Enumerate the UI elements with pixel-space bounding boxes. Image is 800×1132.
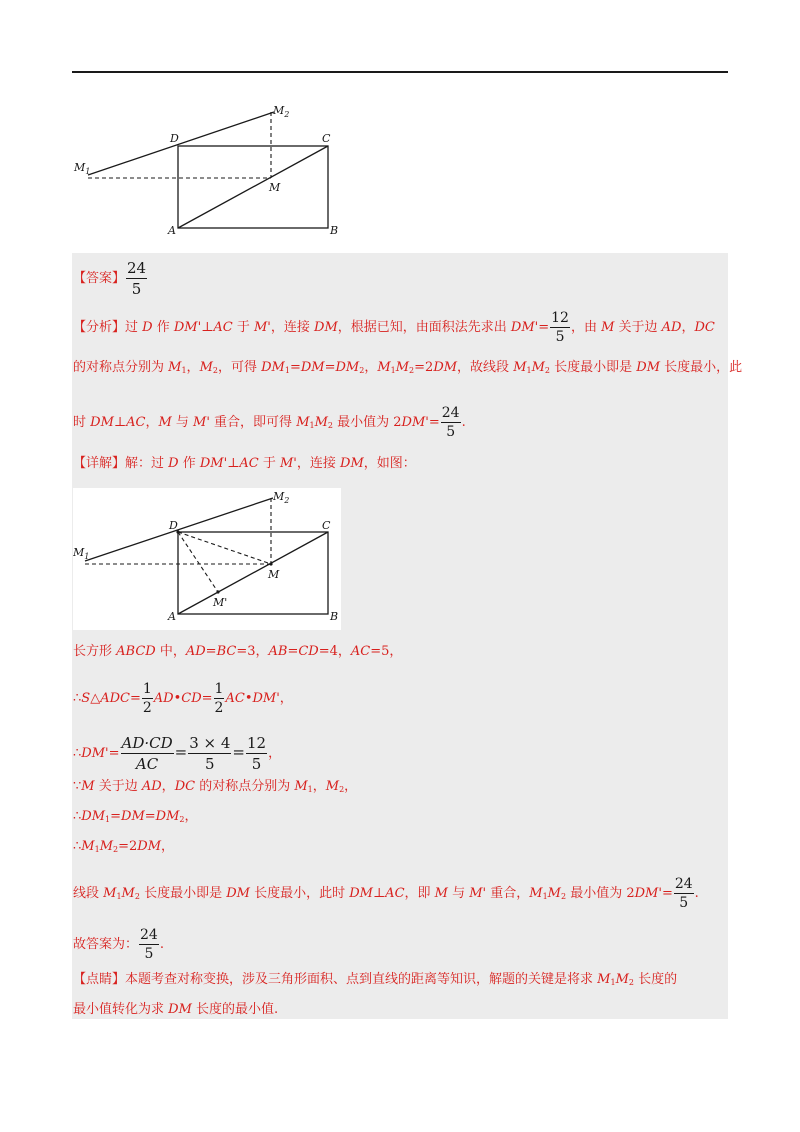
dashed-d-m (178, 532, 271, 564)
analysis-line-2: 的对称点分别为 $M_1$，$M_2$，可得 $DM_1=DM=DM_2$，$M_1M_2=2DM$，故线段 $M_1M_2$ 长度最小即是 DM 长度最小，此 (73, 360, 743, 375)
segment-m1-m2-2 (85, 498, 273, 561)
segment-m1-m2 (88, 112, 274, 175)
geometry-figure-2 (73, 488, 341, 630)
fraction-half-1: $\frac{1}{2}$ (142, 681, 152, 716)
answer-fraction: $\frac{24}{5}$ (127, 259, 147, 298)
fraction-half-2: $\frac{1}{2}$ (214, 681, 224, 716)
point-mprime (216, 590, 219, 593)
label-a-2: A (168, 610, 176, 623)
label-m1-2: $M_1$ (73, 546, 90, 561)
answer-tag: 【答案】 (73, 271, 126, 286)
fraction-3x4-over-5: $\frac{3 \times 4}{5}$ (189, 734, 231, 773)
fraction-12-over-5: $\frac{12}{5}$ (247, 734, 267, 773)
step-4: ∵M 关于边 AD，DC 的对称点分别为 $M_1$，$M_2$， (73, 779, 358, 794)
geometry-figure-1 (72, 98, 352, 240)
label-m2-2: $M_2$ (273, 490, 290, 505)
step-2: ∴S△ADC= $\frac{1}{2}$ AD•CD= $\frac{1}{2}$ AC•DM'， (73, 681, 293, 716)
dashed-d-mprime (178, 532, 218, 592)
step-6: $\therefore M_1M_2=2DM$， (73, 839, 175, 854)
step-8: 故答案为： $\frac{24}{5}$ . (73, 927, 164, 962)
fraction-24-5: $\frac{24}{5}$ (441, 405, 460, 440)
label-c-2: C (322, 519, 331, 532)
point-m (269, 562, 272, 565)
label-a: A (168, 224, 176, 237)
step-5: $\therefore DM_1=DM=DM_2$， (73, 809, 198, 824)
geometry-figure-2-container (73, 488, 341, 630)
step-7: 线段 $M_1M_2$ 长度最小即是 DM 长度最小，此时 DM⊥AC，即 M 与 M' 重合，$M_1M_2$ 最小值为 2DM'= $\frac{24}{5}$ . (73, 876, 699, 911)
label-m2: $M_2$ (273, 104, 290, 119)
step-3: ∴DM'= $\frac{AD\cdot CD}{AC}$ = $\frac{3 \times 4}{5}$ = $\frac{12}{5}$ ， (73, 734, 282, 773)
diagonal-ac (178, 146, 328, 228)
analysis-line-3: 时 DM⊥AC，M 与 M' 重合，即可得 $M_1M_2$ 最小值为 2DM'= $\frac{24}{5}$ . (73, 405, 466, 440)
fraction-12-5: $\frac{12}{5}$ (551, 310, 569, 345)
label-b-2: B (330, 610, 339, 623)
label-d: D (170, 132, 179, 145)
fraction-24-5-c: $\frac{24}{5}$ (140, 927, 158, 962)
comment-line-1: 【点睛】本题考查对称变换，涉及三角形面积、点到直线的距离等知识，解题的关键是将求 $M_1M_2$ 长度的 (73, 972, 678, 987)
label-b: B (330, 224, 339, 237)
diagonal-ac-2 (178, 532, 328, 614)
answer-line (73, 258, 148, 299)
step-1: 长方形 ABCD 中，AD=BC=3，AB=CD=4，AC=5， (73, 644, 403, 659)
label-mprime: M' (213, 596, 228, 609)
header-rule (72, 71, 728, 73)
label-m: M (269, 181, 281, 194)
fraction-24-5-b: $\frac{24}{5}$ (674, 876, 693, 911)
label-m1: $M_1$ (74, 161, 91, 176)
detail-line: 【详解】解：过 D 作 DM'⊥AC 于 M'，连接 DM，如图： (73, 456, 416, 471)
label-c: C (322, 132, 331, 145)
analysis-line-1: 【分析】过 D 作 DM'⊥AC 于 M'，连接 DM，根据已知，由面积法先求出 DM'= $\frac{12}{5}$ ，由 M 关于边 AD，DC (73, 310, 715, 345)
label-d-2: D (169, 519, 178, 532)
comment-line-2: 最小值转化为求 DM 长度的最小值. (73, 1002, 279, 1017)
fraction-ad-cd-over-ac: $\frac{AD\cdot CD}{AC}$ (121, 734, 173, 773)
label-m-2: M (268, 568, 280, 581)
